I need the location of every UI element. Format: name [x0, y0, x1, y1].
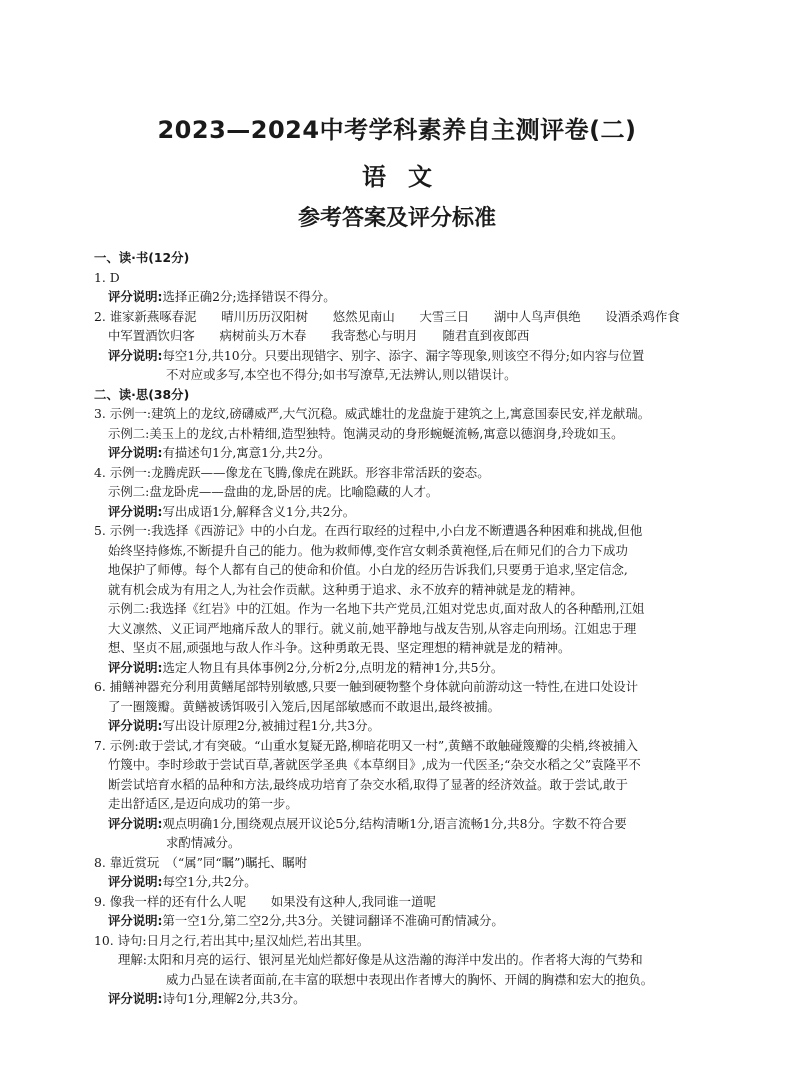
- q5-line-6: 大义凛然、义正词严地痛斥敌人的罪行。就义前,她平静地与战友告别,从容走向刑场。江姐忠于理: [108, 620, 637, 636]
- scoring-label: 评分说明:: [108, 347, 163, 363]
- q2-line-1: 2. 谁家新燕啄春泥 晴川历历汉阳树 悠然见南山 大雪三日 湖中人鸟声俱绝 设酒杀鸡作食: [94, 308, 680, 324]
- q6-line-1: 6. 捕鳝神器充分利用黄鳝尾部特别敏感,只要一触到硬物整个身体就向前游动这一特性,在进口处设计: [94, 679, 639, 694]
- q5-line-2: 始终坚持修炼,不断提升自己的能力。他为救师傅,变作宫女刺杀黄袍怪,后在师兄们的合力下成功: [108, 542, 628, 558]
- q10-scoring: [94, 989, 714, 1009]
- q3-line-1: 3. 示例一:建筑上的龙纹,磅礴威严,大气沉稳。威武雄壮的龙盘旋于建筑之上,寓意国泰民安,祥龙献瑞。: [94, 406, 651, 421]
- scoring-label: 评分说明:: [108, 445, 163, 460]
- q5-line-7: 想、坚贞不屈,顽强地与敌人作斗争。这种勇敢无畏、坚定理想的精神就是龙的精神。: [108, 640, 571, 655]
- scoring-label: 评分说明:: [108, 718, 163, 733]
- q3-scoring: [94, 443, 714, 463]
- q5-line-4: 就有机会成为有用之人,为社会作贡献。这种勇于追求、永不放弃的精神就是龙的精神。: [108, 581, 583, 597]
- scoring-note: 第一空1分,第二空2分,共3分。关键词翻译不准确可酌情减分。: [162, 913, 504, 928]
- scoring-note: 每空1分,共10分。只要出现错字、别字、添字、漏字等现象,则该空不得分;如内容与位置: [162, 347, 645, 363]
- q8-scoring: [94, 872, 714, 892]
- scoring-note: 诗句1分,理解2分,共3分。: [162, 991, 306, 1006]
- scoring-note: 选定人物且有具体事例2分,分析2分,点明龙的精神1分,共5分。: [162, 659, 504, 675]
- q2-scoring: [94, 346, 714, 366]
- q2-line-2: 中军置酒饮归客 病树前头万木春 我寄愁心与明月 随君直到夜郎西: [108, 328, 530, 343]
- q7-line-4: 走出舒适区,是迈向成功的第一步。: [108, 796, 298, 811]
- q4-scoring: [94, 502, 714, 522]
- exam-title: 2023—2024中考学科素养自主测评卷(二): [157, 116, 637, 144]
- q7-scoring-cont: 求酌情减分。: [166, 835, 241, 850]
- answer-key-title: 参考答案及评分标准: [297, 206, 496, 231]
- q9-scoring: [94, 911, 714, 931]
- q7-line-1: 7. 示例:敢于尝试,才有突破。“山重水复疑无路,柳暗花明又一村”,黄鳝不敢触碰篾瓣的尖梢,终被捕入: [94, 737, 638, 753]
- q2-scoring-cont: 不对应或多写,本空也不得分;如书写潦草,无法辨认,则以错误计。: [166, 367, 517, 382]
- scoring-label: 评分说明:: [108, 289, 163, 304]
- scoring-label: 评分说明:: [108, 815, 163, 831]
- q1-scoring: [94, 287, 714, 307]
- scoring-label: 评分说明:: [108, 503, 163, 519]
- q8-line-1: 8. 靠近赏玩 （“属”同“瞩”)瞩托、瞩咐: [94, 854, 308, 870]
- scoring-label: 评分说明:: [108, 659, 163, 675]
- scoring-label: 评分说明:: [108, 874, 163, 889]
- q5-scoring: [94, 658, 714, 678]
- q5-line-3: 地保护了师傅。每个人都有自己的使命和价值。小白龙的经历告诉我们,只要勇于追求,坚定信念,: [108, 562, 628, 577]
- scoring-note: 每空1分,共2分。: [162, 874, 257, 889]
- q10-line-1: 10. 诗句:日月之行,若出其中;星汉灿烂,若出其里。: [94, 932, 370, 948]
- scoring-note: 有描述句1分,寓意1分,共2分。: [162, 445, 331, 460]
- scoring-note: 写出成语1分,解释含义1分,共2分。: [162, 503, 356, 519]
- q7-line-2: 竹篾中。李时珍敢于尝试百草,著就医学圣典《本草纲目》,成为一代医圣;“杂交水稻之父”袁隆平不: [108, 757, 641, 772]
- q4-line-1: 4. 示例一:龙腾虎跃——像龙在飞腾,像虎在跳跃。形容非常活跃的姿态。: [94, 464, 490, 480]
- q7-scoring: [94, 814, 714, 834]
- q6-scoring: [94, 716, 714, 736]
- q5-line-1: 5. 示例一:我选择《西游记》中的小白龙。在西行取经的过程中,小白龙不断遭遇各种困难和挑战,但他: [94, 523, 643, 538]
- q6-line-2: 了一圈篾瓣。黄鳝被诱饵吸引入笼后,因尾部敏感而不敢退出,最终被捕。: [108, 698, 500, 714]
- section-heading-2: 二、读·思(38分): [94, 386, 190, 402]
- scoring-note: 观点明确1分,围绕观点展开议论5分,结构清晰1分,语言流畅1分,共8分。字数不符合要: [162, 815, 627, 831]
- scoring-label: 评分说明:: [108, 991, 163, 1006]
- q9-line-1: 9. 像我一样的还有什么人呢 如果没有这种人,我同谁一道呢: [94, 893, 436, 909]
- q7-line-3: 断尝试培育水稻的品种和方法,最终成功培育了杂交水稻,取得了显著的经济效益。敢于尝试,敢于: [108, 776, 628, 792]
- scoring-label: 评分说明:: [108, 913, 163, 928]
- q10-line-2: 理解:太阳和月亮的运行、银河星光灿烂都好像是从这浩瀚的海洋中发出的。作者将大海的气势和: [118, 952, 643, 967]
- q10-line-3: 威力凸显在读者面前,在丰富的联想中表现出作者博大的胸怀、开阔的胸襟和宏大的抱负。: [166, 971, 654, 987]
- q5-line-5: 示例二:我选择《红岩》中的江姐。作为一名地下共产党员,江姐对党忠贞,面对敌人的各种酷刑,江姐: [108, 601, 645, 616]
- answer-body: [94, 248, 714, 1009]
- q1-answer: 1. D: [94, 269, 120, 285]
- q4-line-2: 示例二:盘龙卧虎——盘曲的龙,卧居的虎。比喻隐藏的人才。: [108, 484, 439, 499]
- subject-title: 语文: [362, 163, 454, 191]
- scoring-note: 写出设计原理2分,被捕过程1分,共3分。: [162, 718, 380, 733]
- section-heading-1: 一、读·书(12分): [94, 250, 190, 265]
- q3-line-2: 示例二:美玉上的龙纹,古朴精细,造型独特。饱满灵动的身形蜿蜒流畅,寓意以德润身,玲珑如玉。: [108, 425, 624, 441]
- scoring-note: 选择正确2分;选择错误不得分。: [162, 289, 336, 304]
